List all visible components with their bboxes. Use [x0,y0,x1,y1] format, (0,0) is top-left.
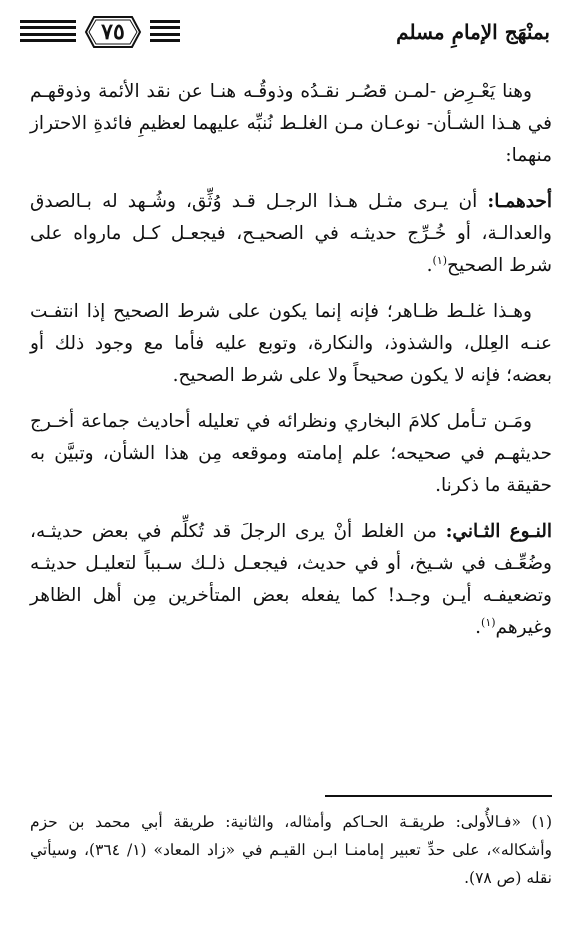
footnote-marker: (١) [481,615,496,629]
first-error-end: . [426,255,433,276]
running-title: بمنْهَج الإمامِ مسلم [396,20,550,44]
page-number: ٧٥ [101,19,125,45]
first-error-heading: أحدهمـا: [487,191,552,212]
page-header [20,12,550,58]
second-error-end: . [475,617,482,638]
footnote-separator [325,795,552,797]
footnote-marker: (١) [432,253,448,267]
paragraph-explanation: وهـذا غلـط ظـاهر؛ فإنه إنما يكون على شرط الصحيح إذا انتفـت عنـه العِلل، والشذوذ، والنكارة، وتوبع عليه فأما مع وجود ذلك أو بعضه؛ فإنه لا يكون صحيحاً ولا على شرط الصحيح. [30,301,552,386]
first-error-text: أن يـرى مثـل هـذا الرجـل قـد وُثِّق، وشُـهد له بـالصدق والعدالـة، أو خُـرِّج حديثـه في الصحيـح، فيجعـل كـل مارواه على شرط الصحيح [30,191,552,276]
page-number-badge [84,14,142,50]
header-rule-middle [150,20,180,42]
paragraph-bukhari: ومَـن تـأمل كلامَ البخاري ونظرائه في تعليله أحاديث جماعة أخـرج حديثهـم في صحيحه؛ علم إمامته وموقعه مِن هذا الشأن، وتبيَّن به حقيقة ما ذكرنا. [30,411,552,496]
second-error-text: من الغلط أنْ يرى الرجلَ قد تُكلِّم في بعض حديثـه، وضُعِّـف في شـيخ، أو في حديث، فيجعـل ذلـك سـبباً لتعليـل حديثـه وتضعيفـه أيـن وجـد! كما يفعله بعض المتأخرين مِن أهل الظاهر وغيرهم [30,521,552,638]
header-rule-left [20,20,76,42]
footnote: (١) «فـالأُولى: طريقـة الحـاكم وأمثاله، والثانية: طريقة أبي محمد بن حزم وأشكاله»، على حدِّ تعبير إمامنـا ابـن القيـم في «زاد المعاد» (١/ ٣٦٤)، وسيأتي نقله (ص ٧٨). [30,813,552,887]
paragraph-second-error [30,516,552,644]
second-error-heading: النـوع الثـاني: [445,521,552,542]
main-text [30,76,552,658]
paragraph-intro: وهنا يَعْـرِض -لمـن قصُـر نقـدُه وذوقُـه هنـا عن نقد الأئمة وذوقهـم في هـذا الشـأن- نوعـان مـن الغلـط نُنبِّه عليهما لعظيمِ فائدةِ الاحتراز منهما: [30,81,552,166]
paragraph-first-error [30,186,552,282]
